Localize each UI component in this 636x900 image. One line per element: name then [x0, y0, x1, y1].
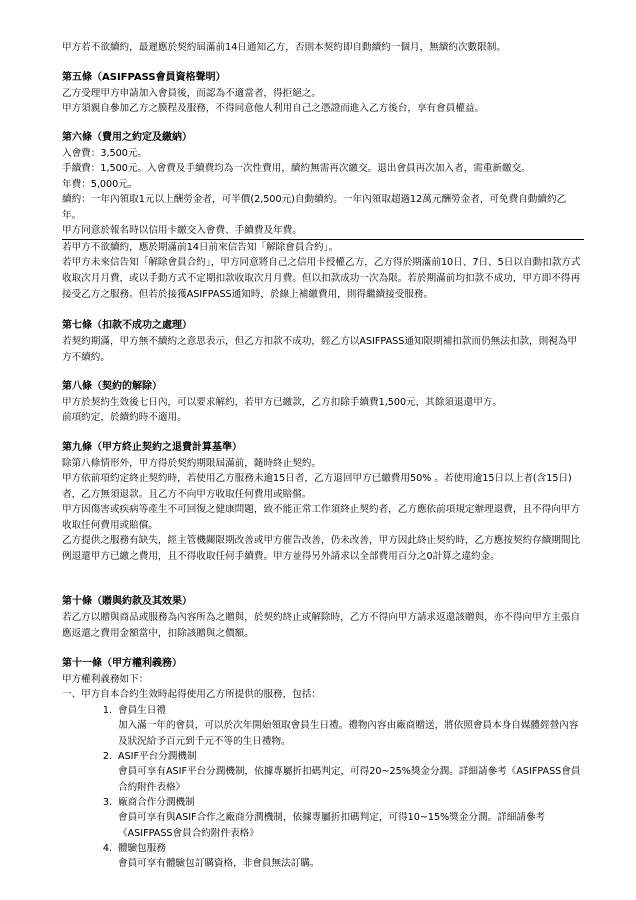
article-6-renewal: 續約：一年內領取1元以上酬勞金者，可半價(2,500元)自動續約。一年內領取超過12萬元酬勞金者，可免費自動續約乙年。 — [62, 194, 567, 221]
list-item-description: 會員可享有體驗包訂購資格，非會員無法訂購。 — [118, 858, 320, 869]
article-9-para-1: 除第八條情形外，甲方得於契約期限屆滿前，隨時終止契約。 — [62, 458, 322, 469]
article-6-title: 第六條（費用之約定及繳納） — [62, 132, 192, 143]
article-11-title: 第十一條（甲方權利義務） — [62, 658, 182, 669]
article-9-para-2: 甲方依前項約定終止契約時，若使用乙方服務未逾15日者，乙方退回甲方已繳費用50% 。若使用逾15日以上者(含15日)者，乙方無須退款。且乙方不向甲方收取任何費用或賠償。 — [62, 473, 572, 500]
renewal-notice-line: 甲方若不欲續約，最遲應於契約屆滿前14日通知乙方，否則本契約即自動續約一個月，無續約次數限制。 — [62, 42, 506, 53]
article-8-para-2: 前項約定，於續約時不適用。 — [62, 412, 187, 423]
article-7-title: 第七條（扣款不成功之處理） — [62, 320, 192, 331]
article-9-title: 第九條（甲方終止契約之退費計算基準） — [62, 442, 242, 453]
list-item-name: 體驗包服務 — [118, 843, 166, 854]
article-9-para-3: 甲方因傷害或疾病等產生不可回復之健康問題，致不能正常工作須終止契約者，乙方應依前項規定辦理退費，且不得向甲方收取任何費用或賠償。 — [62, 504, 581, 531]
article-10-title: 第十條（贈與約款及其效果） — [62, 596, 192, 607]
article-6-cancel-notice: 若甲方不欲續約，應於期滿前14日前來信告知「解除會員合約」。 — [62, 242, 339, 253]
article-7-para-1: 若契約期滿，甲方無不續約之意思表示，但乙方扣款不成功，經乙方以ASIFPASS通知限期補扣款而仍無法扣款，則視為甲方不續約。 — [62, 336, 578, 363]
article-5-para-2: 甲方須親自參加乙方之膜程及服務，不得同意他人利用自己之憑證而進入乙方後台，享有會員權益。 — [62, 103, 485, 114]
article-9-para-4: 乙方提供之服務有缺失，經主管機關限期改善或甲方催告改善，仍未改善，甲方因此終止契約時，乙方應按契約存續期間比例退還甲方已繳之費用，且不得收取任何手續費。甲方並得另外請求以全部費用百分之0計算之違約金。 — [62, 535, 581, 562]
list-item-number: 3. — [102, 797, 112, 808]
article-10-para-1: 若乙方以贈與商品或服務為內容所為之贈與，於契約終止或解除時，乙方不得向甲方請求返還該贈與，亦不得向甲方主張自應返還之費用金額當中，扣除該贈與之價額。 — [62, 612, 581, 639]
article-6-annual-fee: 年費：5,000元。 — [62, 179, 138, 190]
article-6-credit-card: 甲方同意於報名時以信用卡繳交入會費、手續費及年費。 — [62, 225, 302, 236]
article-6-auto-debit: 若甲方未來信告知「解除會員合約」，甲方同意將自己之信用卡授權乙方，乙方得於期滿前10日、7日、5日以自動扣款方式收取次月月費，或以手動方式不定期扣款收取次月月費。但以扣款成功一次為限。若於期滿前均扣款不成功，甲方即不得再接受乙方之服務。但若於接獲ASIFPASS通知時，於線上補繳費用，則得繼續接受服務。 — [62, 257, 581, 300]
list-item-name: 會員生日禮 — [118, 705, 166, 716]
article-11-intro: 甲方權利義務如下： — [62, 674, 149, 685]
article-5-title: 第五條（ASIFPASS會員資格聲明） — [62, 72, 226, 83]
list-item-name: ASIF平台分潤機制 — [118, 751, 197, 762]
article-8-para-1: 甲方於契約生效後七日內，可以要求解約，若甲方已繳款，乙方扣除手續費1,500元，其餘須退還甲方。 — [62, 397, 502, 408]
list-item-description: 加入滿一年的會員，可以於次年開始領取會員生日禮。禮物內容由廠商贈送，將依照會員本身自媒體經營內容及狀況給予百元到千元不等的生日禮物。 — [118, 720, 579, 747]
list-item-description: 會員可享有與ASIF合作之廠商分潤機制，依據專屬折扣碼判定，可得10~15%獎金分潤。詳細請參考《ASIFPASS會員合約附件表格》 — [118, 812, 546, 839]
list-item-number: 4. — [102, 843, 112, 854]
article-5-para-1: 乙方受理甲方申請加入會員後，而認為不適當者，得拒絕之。 — [62, 88, 322, 99]
article-6-handling-fee: 手續費：1,500元。入會費及手續費均為一次性費用，續約無需再次繳交。退出會員再次加入者，需重新繳交。 — [62, 163, 531, 174]
list-item-number: 2. — [102, 751, 112, 762]
article-8-title: 第八條（契約的解除） — [62, 381, 162, 392]
list-item-description: 會員可享有ASIF平台分潤機制，依據專屬折扣碼判定，可得20~25%獎金分潤。詳細請參考《ASIFPASS會員合約附件表格》 — [118, 766, 581, 793]
list-item-name: 廠商合作分潤機制 — [118, 797, 195, 808]
article-11-clause-1: 一、甲方自本合約生效時起得使用乙方所提供的服務，包括： — [62, 689, 322, 700]
list-item-number: 1. — [102, 705, 112, 716]
article-6-entry-fee: 入會費：3,500元。 — [62, 148, 148, 159]
